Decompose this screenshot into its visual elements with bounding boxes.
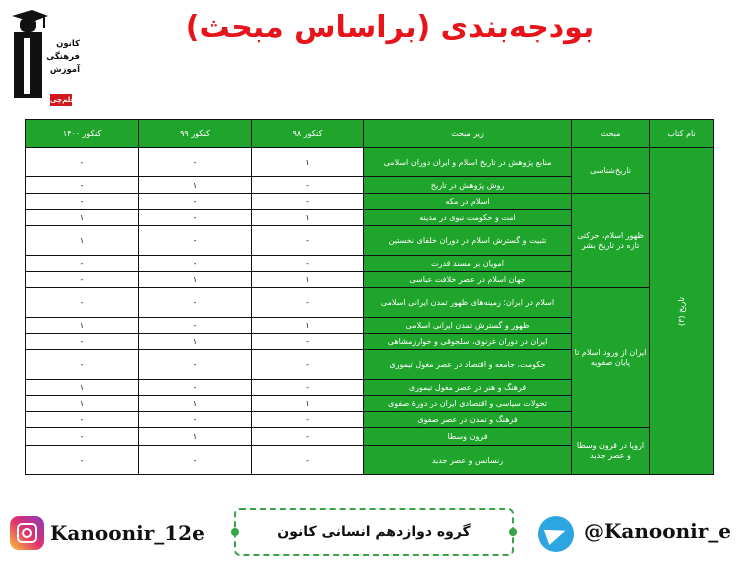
table-row bbox=[26, 194, 714, 210]
konkur-1400-cell: - bbox=[26, 334, 139, 350]
subtopic-cell: حکومت، جامعه و اقتصاد در عصر مغول تیموری bbox=[364, 350, 572, 380]
subtopic-cell: اسلام در مکه bbox=[364, 194, 572, 210]
subtopic-cell: فرهنگ و هنر در عصر مغول تیموری bbox=[364, 380, 572, 396]
subject-cell: اروپا در قرون وسطا و عصر جدید bbox=[572, 428, 650, 475]
konkur-99-cell: ۱ bbox=[139, 334, 252, 350]
table-row bbox=[26, 428, 714, 446]
subtopic-cell: جهان اسلام در عصر خلافت عباسی bbox=[364, 272, 572, 288]
konkur-99-cell: ۱ bbox=[139, 428, 252, 446]
instagram-lens bbox=[22, 528, 32, 538]
konkur-99-cell: - bbox=[139, 380, 252, 396]
footer-banner bbox=[234, 508, 514, 556]
konkur-99-cell: - bbox=[139, 148, 252, 177]
konkur-1400-cell: - bbox=[26, 177, 139, 194]
konkur-98-cell: - bbox=[252, 256, 364, 272]
konkur-1400-cell: - bbox=[26, 446, 139, 475]
header-book: نام کتاب bbox=[650, 120, 714, 148]
konkur-98-cell: ۱ bbox=[252, 318, 364, 334]
header-konkur-98: کنکور ۹۸ bbox=[252, 120, 364, 148]
subtopic-cell: ظهور و گسترش تمدن ایرانی اسلامی bbox=[364, 318, 572, 334]
konkur-99-cell: - bbox=[139, 226, 252, 256]
konkur-98-cell: - bbox=[252, 412, 364, 428]
subtopic-cell: منابع پژوهش در تاریخ اسلام و ایران دوران اسلامی bbox=[364, 148, 572, 177]
konkur-99-cell: - bbox=[139, 412, 252, 428]
konkur-98-cell: - bbox=[252, 177, 364, 194]
konkur-1400-cell: ۱ bbox=[26, 380, 139, 396]
telegram-icon[interactable] bbox=[538, 516, 574, 552]
konkur-1400-cell: ۱ bbox=[26, 396, 139, 412]
book-name: تاریخ (۳) bbox=[676, 296, 686, 326]
page-title: بودجه‌بندی (براساس مبحث) bbox=[185, 10, 595, 45]
telegram-handle[interactable]: @Kanoonir_e bbox=[584, 519, 731, 543]
subtopic-cell: فرهنگ و تمدن در عصر صفوی bbox=[364, 412, 572, 428]
banner-dot bbox=[231, 528, 239, 536]
konkur-98-cell: - bbox=[252, 194, 364, 210]
subtopic-cell: رنسانس و عصر جدید bbox=[364, 446, 572, 475]
banner-text: گروه دوازدهم انسانی کانون bbox=[277, 524, 471, 540]
telegram-plane bbox=[544, 523, 568, 545]
konkur-1400-cell: - bbox=[26, 194, 139, 210]
konkur-99-cell: - bbox=[139, 256, 252, 272]
konkur-99-cell: ۱ bbox=[139, 396, 252, 412]
subtopic-cell: امویان بر مسند قدرت bbox=[364, 256, 572, 272]
konkur-1400-cell: ۱ bbox=[26, 210, 139, 226]
konkur-1400-cell: - bbox=[26, 256, 139, 272]
konkur-99-cell: ۱ bbox=[139, 272, 252, 288]
subtopic-cell: ایران در دوران غزنوی، سلجوقی و خوارزمشاهی bbox=[364, 334, 572, 350]
konkur-1400-cell: - bbox=[26, 288, 139, 318]
header-subtopic: زیر مبحث bbox=[364, 120, 572, 148]
konkur-98-cell: ۱ bbox=[252, 210, 364, 226]
header-konkur-99: کنکور ۹۹ bbox=[139, 120, 252, 148]
konkur-98-cell: ۱ bbox=[252, 148, 364, 177]
konkur-99-cell: - bbox=[139, 194, 252, 210]
konkur-1400-cell: - bbox=[26, 350, 139, 380]
konkur-98-cell: - bbox=[252, 380, 364, 396]
konkur-98-cell: ۱ bbox=[252, 396, 364, 412]
table-row bbox=[26, 288, 714, 318]
konkur-98-cell: - bbox=[252, 226, 364, 256]
subtopic-cell: روش پژوهش در تاریخ bbox=[364, 177, 572, 194]
konkur-1400-cell: - bbox=[26, 428, 139, 446]
subject-cell: تاریخ‌شناسی bbox=[572, 148, 650, 194]
konkur-99-cell: - bbox=[139, 318, 252, 334]
logo-line: کانون bbox=[56, 39, 80, 49]
subtopic-cell: تثبیت و گسترش اسلام در دوران خلفای نخستین bbox=[364, 226, 572, 256]
header-konkur-1400: کنکور ۱۴۰۰ bbox=[26, 120, 139, 148]
subject-cell: ایران از ورود اسلام تا پایان صفویه bbox=[572, 288, 650, 428]
subtopic-cell: قرون وسطا bbox=[364, 428, 572, 446]
konkur-1400-cell: ۱ bbox=[26, 226, 139, 256]
subtopic-cell: امت و حکومت نبوی در مدینه bbox=[364, 210, 572, 226]
instagram-handle[interactable]: Kanoonir_12e bbox=[50, 521, 205, 545]
logo-text bbox=[46, 38, 80, 77]
logo-badge: قلم‌چی bbox=[50, 96, 76, 104]
subtopic-cell: اسلام در ایران؛ زمینه‌های ظهور تمدن ایرانی اسلامی bbox=[364, 288, 572, 318]
konkur-98-cell: - bbox=[252, 288, 364, 318]
book-name-cell bbox=[650, 148, 714, 475]
budget-table bbox=[25, 119, 714, 475]
konkur-99-cell: ۱ bbox=[139, 177, 252, 194]
header-subject: مبحث bbox=[572, 120, 650, 148]
konkur-99-cell: - bbox=[139, 350, 252, 380]
graduate-figure-icon bbox=[8, 10, 48, 102]
konkur-98-cell: - bbox=[252, 446, 364, 475]
konkur-99-cell: - bbox=[139, 288, 252, 318]
konkur-99-cell: - bbox=[139, 446, 252, 475]
kanoon-logo bbox=[8, 10, 78, 102]
subject-cell: ظهور اسلام، حرکتی تازه در تاریخ بشر bbox=[572, 194, 650, 288]
konkur-99-cell: - bbox=[139, 210, 252, 226]
logo-line: فرهنگی bbox=[46, 52, 80, 62]
konkur-1400-cell: - bbox=[26, 148, 139, 177]
table-header-row bbox=[26, 120, 714, 148]
banner-dot bbox=[509, 528, 517, 536]
konkur-98-cell: - bbox=[252, 334, 364, 350]
konkur-1400-cell: - bbox=[26, 412, 139, 428]
konkur-1400-cell: ۱ bbox=[26, 318, 139, 334]
konkur-98-cell: - bbox=[252, 350, 364, 380]
logo-line: آموزش bbox=[49, 65, 80, 75]
table-row bbox=[26, 148, 714, 177]
instagram-icon[interactable] bbox=[10, 516, 44, 550]
konkur-1400-cell: - bbox=[26, 272, 139, 288]
konkur-98-cell: - bbox=[252, 428, 364, 446]
konkur-98-cell: ۱ bbox=[252, 272, 364, 288]
subtopic-cell: تحولات سیاسی و اقتصادی ایران در دورهٔ صفوی bbox=[364, 396, 572, 412]
